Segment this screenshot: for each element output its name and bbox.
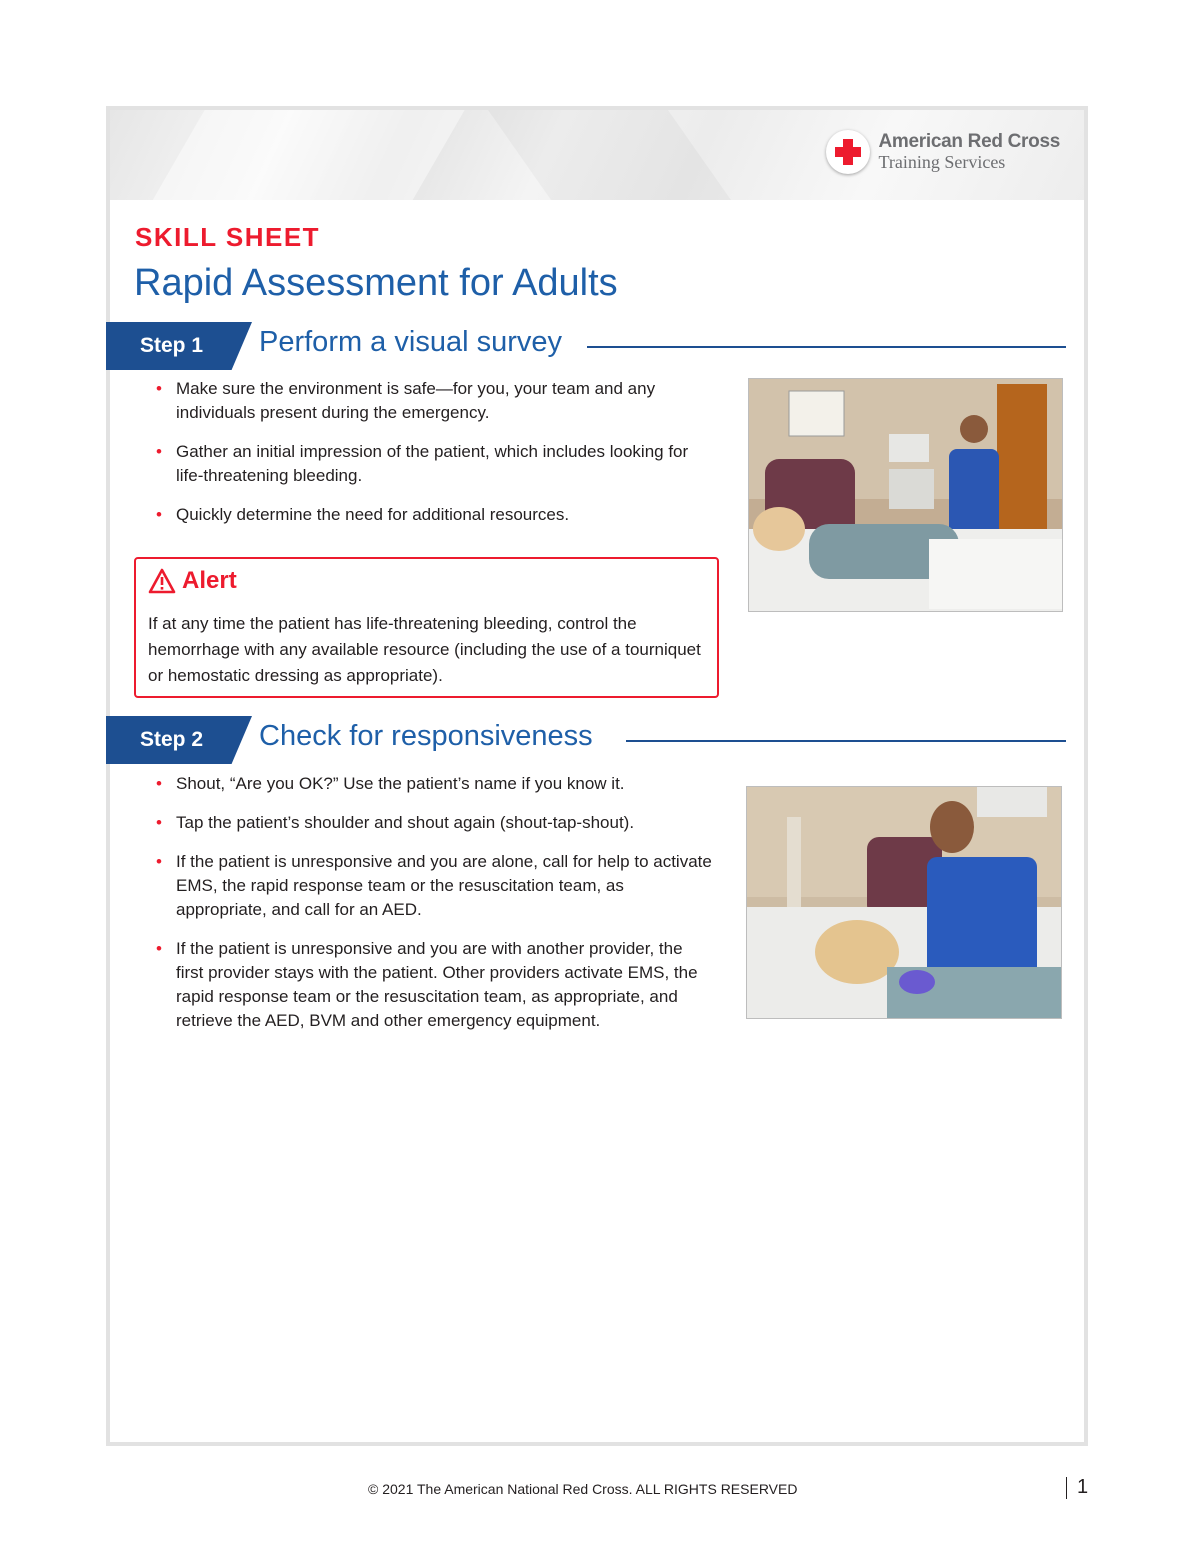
list-item: • Tap the patient’s shoulder and shout again (shout-tap-shout).: [156, 813, 635, 832]
alert-body: If at any time the patient has life-threatening bleeding, control the hemorrhage with any available resource (including the use of a tourniquet or hemostatic dressing as appropriate).: [148, 614, 701, 685]
page-number: 1: [1066, 1476, 1088, 1499]
list-item: • If the patient is unresponsive and you are alone, call for help to activate EMS, the rapid response team or the resuscitation team, as appropriate, and call for an AED.: [156, 852, 712, 919]
responsiveness-check-photo: [746, 786, 1062, 1019]
step-1-list: [154, 377, 714, 542]
red-cross-icon: [826, 130, 870, 174]
step-1-label: Step 1: [140, 334, 204, 357]
alert-title: Alert: [182, 567, 237, 594]
step-2-heading: Check for responsiveness: [259, 720, 593, 752]
step-2-header: [106, 716, 1066, 764]
step-1-header: [106, 322, 1066, 370]
list-item: • Make sure the environment is safe—for you, your team and any individuals present during the emergency.: [156, 379, 656, 422]
step-1-divider: [587, 346, 1066, 348]
list-item: • Gather an initial impression of the patient, which includes looking for life-threatening bleeding.: [156, 442, 689, 485]
skill-sheet-label: SKILL SHEET: [135, 222, 321, 252]
step-2-divider: [626, 740, 1066, 742]
brand-subtitle: Training Services: [878, 152, 1006, 172]
list-item: • Shout, “Are you OK?” Use the patient’s name if you know it.: [156, 774, 625, 793]
brand-name: American Red Cross: [878, 131, 1060, 152]
warning-icon: [148, 568, 176, 594]
list-item: • Quickly determine the need for additional resources.: [156, 505, 570, 524]
step-1-heading: Perform a visual survey: [259, 326, 562, 358]
alert-box: [134, 557, 719, 698]
red-cross-logo: [826, 130, 1060, 174]
visual-survey-photo: [748, 378, 1063, 612]
copyright-footer: © 2021 The American National Red Cross. ALL RIGHTS RESERVED: [368, 1481, 798, 1497]
step-2-label: Step 2: [140, 728, 204, 751]
list-item: • If the patient is unresponsive and you are with another provider, the first provider stays with the patient. Other providers activate EMS, the rapid response team or the resuscitation team, as appropriate, and retrieve the AED, BVM and other emergency equipment.: [156, 939, 698, 1030]
step-2-list: [154, 772, 714, 1048]
page-title: Rapid Assessment for Adults: [134, 262, 618, 304]
header-banner: [110, 110, 1084, 200]
